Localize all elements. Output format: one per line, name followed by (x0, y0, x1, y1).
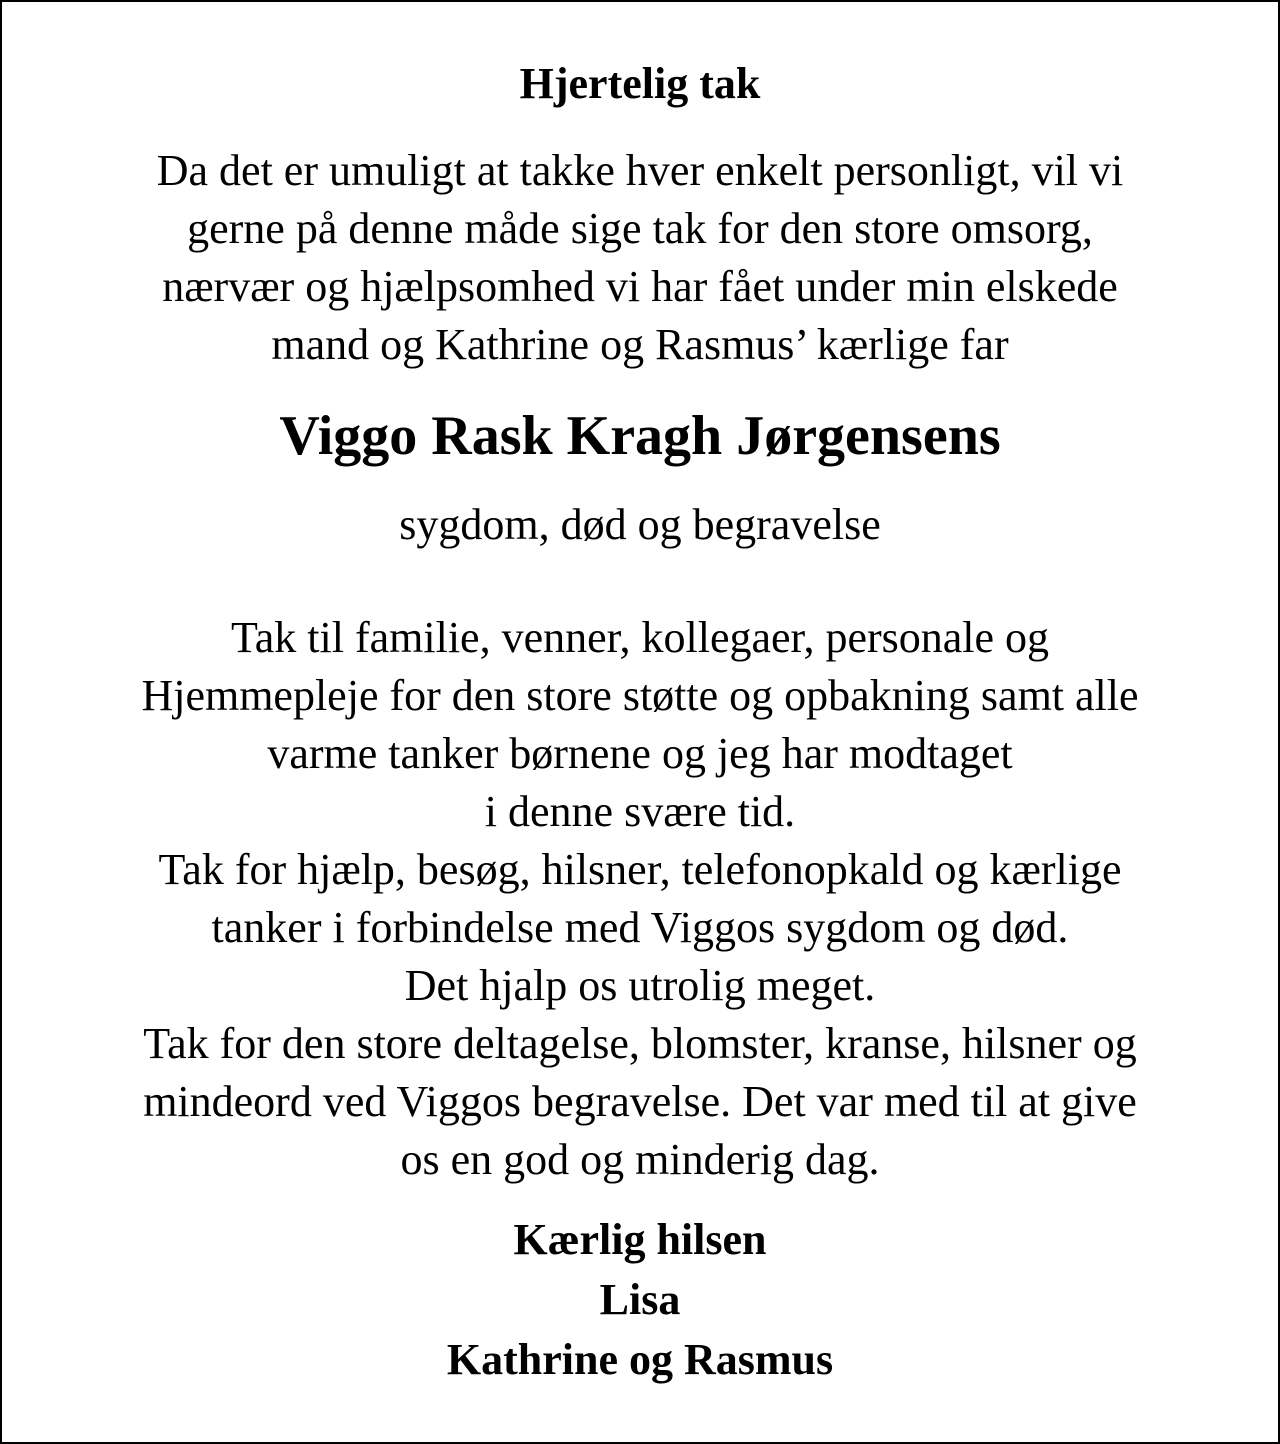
signoff-signer: Lisa (599, 1275, 681, 1324)
intro-line: mand og Kathrine og Rasmus’ kærlige far (271, 320, 1009, 369)
signoff-block (2, 1210, 1278, 1390)
signoff-greeting: Kærlig hilsen (513, 1215, 767, 1264)
intro-line: gerne på denne måde sige tak for den store omsorg, (187, 204, 1093, 253)
intro-line: nærvær og hjælpsomhed vi har fået under min elskede (162, 262, 1118, 311)
thanks-line: Tak for den store deltagelse, blomster, kranse, hilsner og (143, 1019, 1137, 1068)
thanks-line: Det hjalp os utrolig meget. (404, 961, 876, 1010)
thanks-line: varme tanker børnene og jeg har modtaget (267, 729, 1013, 778)
notice-subtitle: sygdom, død og begravelse (399, 500, 881, 549)
thanks-paragraph (2, 609, 1278, 1189)
intro-paragraph (2, 142, 1278, 374)
deceased-name: Viggo Rask Kragh Jørgensens (279, 405, 1001, 467)
thanks-line: Tak til familie, venner, kollegaer, personale og (230, 613, 1050, 662)
thanks-line: tanker i forbindelse med Viggos sygdom og død. (211, 903, 1069, 952)
intro-line: Da det er umuligt at takke hver enkelt personligt, vil vi (156, 146, 1124, 195)
thanks-line: Tak for hjælp, besøg, hilsner, telefonopkald og kærlige (158, 845, 1122, 894)
thanks-line: os en god og minderig dag. (400, 1135, 880, 1184)
signoff-signer: Kathrine og Rasmus (446, 1335, 834, 1384)
thanks-line: mindeord ved Viggos begravelse. Det var med til at give (143, 1077, 1137, 1126)
thanks-line: Hjemmepleje for den store støtte og opbakning samt alle (141, 671, 1139, 720)
thanks-line: i denne svære tid. (484, 787, 796, 836)
notice-heading: Hjertelig tak (519, 59, 761, 108)
